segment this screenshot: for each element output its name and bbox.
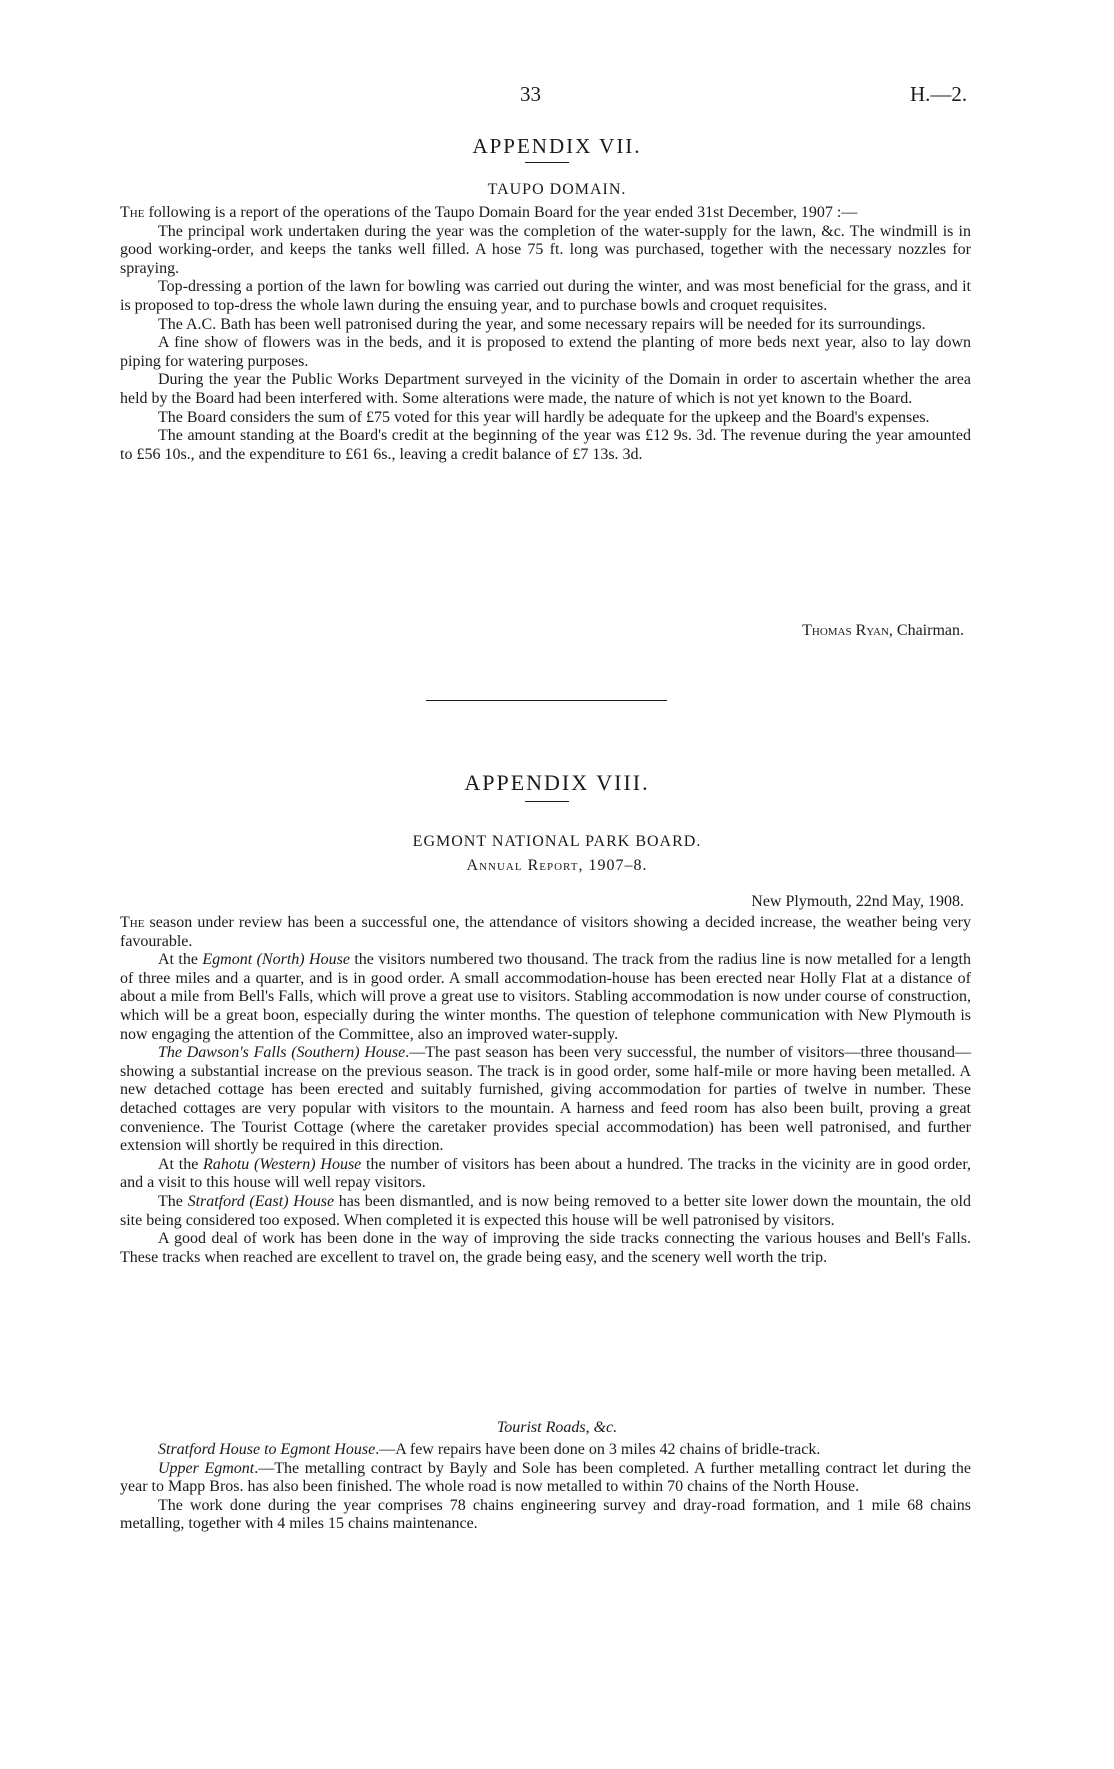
signature-title: , Chairman. (888, 622, 964, 639)
dawson-house-paragraph (120, 1044, 971, 1156)
house-name: Rahotu (Western) House (203, 1155, 362, 1173)
section-divider (426, 700, 667, 701)
text-run: At the (158, 1155, 204, 1173)
text-run: .—The past season has been very successful, the number of visitors—three thousand—showing a substantial increase on the previous season. The track is in good order, some half-mile or more having been metalled. A new detached cottage has been erected and suitably furnished, giving accommodation for parties of twelve in number. These detached cottages are very popular with visitors to the mountain. A harness and feed room has also been built, proving a great convenience. The Tourist Cottage (where the caretaker provides special accommodation) has been well patronised, and further extension will shortly be required in this direction. (120, 1044, 972, 1155)
tourist-roads-heading: Tourist Roads, &c. (496, 1419, 618, 1436)
appendix-vii-body (120, 204, 971, 464)
road-paragraph (120, 1460, 971, 1497)
annual-report-subheading (0, 857, 1114, 875)
road-name: Stratford House to Egmont House (158, 1441, 376, 1458)
paragraph: During the year the Public Works Department surveyed in the vicinity of the Domain in order to ascertain whether the area held by the Board had been interfered with. Some alterations were made, the nature of which is not yet known to the Board. (120, 371, 971, 407)
text-run: The (158, 1192, 188, 1210)
house-name: Egmont (North) House (202, 951, 350, 969)
text-run: .—The metalling contract by Bayly and Sole has been completed. A further metalling contract let during the year to Mapp Bros. has also been finished. The whole road is now metalled to within 70 chains of the North House. (120, 1459, 971, 1496)
paragraph: The principal work undertaken during the year was the completion of the water-supply for the lawn, &c. The windmill is in good working-order, and keeps the tanks well filled. A hose 75 ft. long was purchased, together with the necessary nozzles for spraying. (120, 222, 971, 277)
appendix-vii-title: APPENDIX VII. (472, 134, 642, 158)
intro-paragraph (120, 204, 971, 223)
house-name: Stratford (East) House (187, 1192, 335, 1210)
text-run: has been dismantled, and is now being removed to a better site lower down the mountain, the old site being considered too exposed. When completed it is expected this house will be well patronised by visitors. (120, 1192, 971, 1229)
tourist-roads-body (120, 1441, 971, 1534)
paragraph: The Board considers the sum of £75 voted for this year will hardly be adequate for the upkeep and the Board's expenses. (158, 408, 930, 426)
page-number: 33 (520, 82, 541, 106)
annual-report-year: , 1907–8. (578, 857, 648, 874)
text-run: At the (158, 951, 203, 969)
intro-lead-word: The (120, 914, 145, 931)
title-divider (525, 162, 569, 163)
road-paragraph: The work done during the year comprises 78 chains engineering survey and dray-road formation, and 1 mile 68 chains metalling, together with 4 miles 15 chains maintenance. (120, 1496, 971, 1533)
text-run: the visitors numbered two thousand. The track from the radius line is now metalled for a length of three miles and a quarter, and is in good order. A small accommodation-house has been erected near Holly Flat at a distance of about a mile from Bell's Falls, which will prove a great use to visitors. Stabling accommodation is now under course of construction, which will be a great boon, especially during the winter months. The question of telephone communication with New Plymouth is now engaging the attention of the Committee, also an improved water-supply. (120, 951, 972, 1043)
road-name: Upper Egmont (158, 1459, 255, 1477)
appendix-viii-body (120, 914, 971, 1267)
road-paragraph (120, 1441, 971, 1460)
intro-text: season under review has been a successful one, the attendance of visitors showing a decided increase, the weather being very favourable. (120, 914, 971, 950)
paragraph: The A.C. Bath has been well patronised during the year, and some necessary repairs will be needed for its surroundings. (158, 315, 926, 333)
intro-lead-word: The (120, 204, 145, 221)
north-house-paragraph (120, 951, 971, 1044)
title-divider (525, 801, 569, 802)
egmont-board-heading: EGMONT NATIONAL PARK BOARD. (412, 833, 702, 850)
signature-name: Thomas Ryan (802, 622, 889, 639)
dateline: New Plymouth, 22nd May, 1908. (751, 893, 964, 910)
paragraph: A fine show of flowers was in the beds, and it is proposed to extend the planting of more beds next year, also to lay down piping for watering purposes. (120, 334, 971, 370)
document-reference: H.—2. (910, 82, 968, 106)
paragraph: Top-dressing a portion of the lawn for bowling was carried out during the winter, and was most beneficial for the grass, and it is proposed to top-dress the whole lawn during the ensuing year, and to purchase bowls and croquet requisites. (120, 278, 971, 314)
intro-paragraph (120, 914, 971, 951)
signature (802, 622, 964, 640)
paragraph: The amount standing at the Board's credit at the beginning of the year was £12 9s. 3d. The revenue during the year amounted to £56 10s., and the expenditure to £61 6s., leaving a credit balance of £7 13s. 3d. (120, 427, 971, 463)
taupo-domain-heading: TAUPO DOMAIN. (487, 181, 627, 198)
house-name: The Dawson's Falls (Southern) House (158, 1044, 406, 1062)
side-tracks-paragraph: A good deal of work has been done in the way of improving the side tracks connecting the various houses and Bell's Falls. These tracks when reached are excellent to travel on, the grade being easy, and the scenery well worth the trip. (120, 1230, 971, 1266)
rahotu-house-paragraph (120, 1156, 971, 1193)
text-run: .—A few repairs have been done on 3 miles 42 chains of bridle-track. (375, 1441, 821, 1458)
appendix-viii-title: APPENDIX VIII. (464, 770, 650, 795)
stratford-house-paragraph (120, 1193, 971, 1230)
text-run: the number of visitors has been about a hundred. The tracks in the vicinity are in good order, and a visit to this house will well repay visitors. (120, 1155, 971, 1192)
annual-report-label: Annual Report (466, 857, 579, 874)
intro-text: following is a report of the operations of the Taupo Domain Board for the year ended 31st December, 1907 :— (144, 204, 858, 221)
